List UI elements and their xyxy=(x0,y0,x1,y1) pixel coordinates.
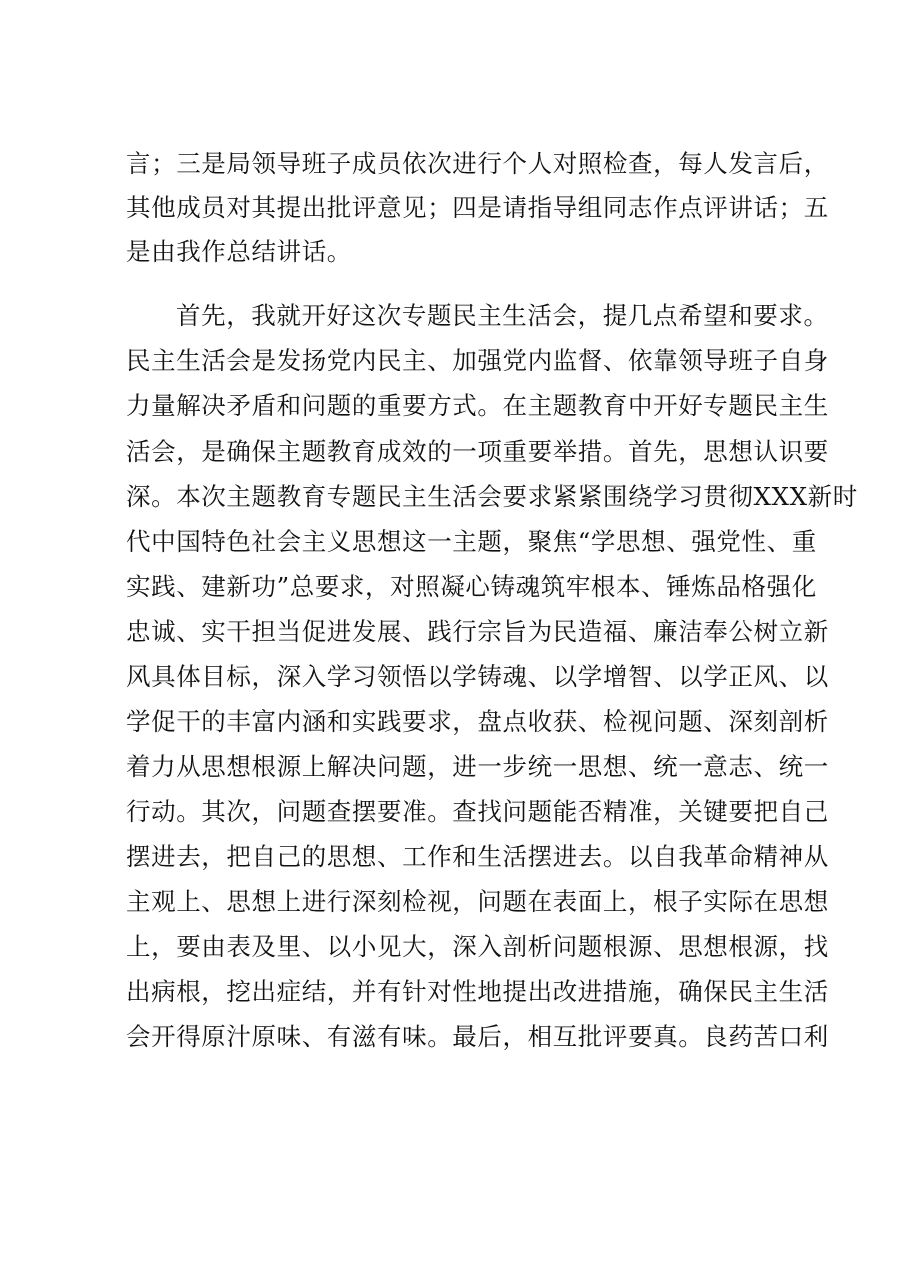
text-line: 上，要由表及里、以小见大，深入剖析问题根源、思想根源，找 xyxy=(126,932,829,961)
text-line: 实践、建新功”总要求，对照凝心铸魂筑牢根本、锤炼品格强化 xyxy=(126,572,817,601)
text-line: 代中国特色社会主义思想这一主题，聚焦“学思想、强党性、重 xyxy=(126,527,817,556)
text-line: 言；三是局领导班子成员依次进行个人对照检查，每人发言后， xyxy=(126,149,829,178)
text-line: 风具体目标，深入学习领悟以学铸魂、以学增智、以学正风、以 xyxy=(126,662,829,691)
text-line: 会开得原汁原味、有滋有味。最后，相互批评要真。良药苦口利 xyxy=(126,1022,829,1051)
text-line: 出病根，挖出症结，并有针对性地提出改进措施，确保民主生活 xyxy=(126,977,829,1006)
text-line: 着力从思想根源上解决问题，进一步统一思想、统一意志、统一 xyxy=(126,752,829,781)
text-line: 学促干的丰富内涵和实践要求，盘点收获、检视问题、深刻剖析 xyxy=(126,707,829,736)
text-line: 是由我作总结讲话。 xyxy=(126,237,352,266)
text-line: 忠诚、实干担当促进发展、践行宗旨为民造福、廉洁奉公树立新 xyxy=(126,617,829,646)
text-line: 摆进去，把自己的思想、工作和生活摆进去。以自我革命精神从 xyxy=(126,842,829,871)
text-line: 行动。其次，问题查摆要准。查找问题能否精准，关键要把自己 xyxy=(126,797,829,826)
text-line: 深。本次主题教育专题民主生活会要求紧紧围绕学习贯彻XXX新时 xyxy=(126,482,858,511)
text-line: 活会，是确保主题教育成效的一项重要举措。首先，思想认识要 xyxy=(126,437,829,466)
text-line: 其他成员对其提出批评意见；四是请指导组同志作点评讲话；五 xyxy=(126,193,829,222)
paragraph-first-line: 首先，我就开好这次专题民主生活会，提几点希望和要求。 xyxy=(176,301,829,330)
text-line: 主观上、思想上进行深刻检视，问题在表面上，根子实际在思想 xyxy=(126,887,829,916)
text-line: 力量解决矛盾和问题的重要方式。在主题教育中开好专题民主生 xyxy=(126,391,829,420)
text-line: 民主生活会是发扬党内民主、加强党内监督、依靠领导班子自身 xyxy=(126,346,829,375)
